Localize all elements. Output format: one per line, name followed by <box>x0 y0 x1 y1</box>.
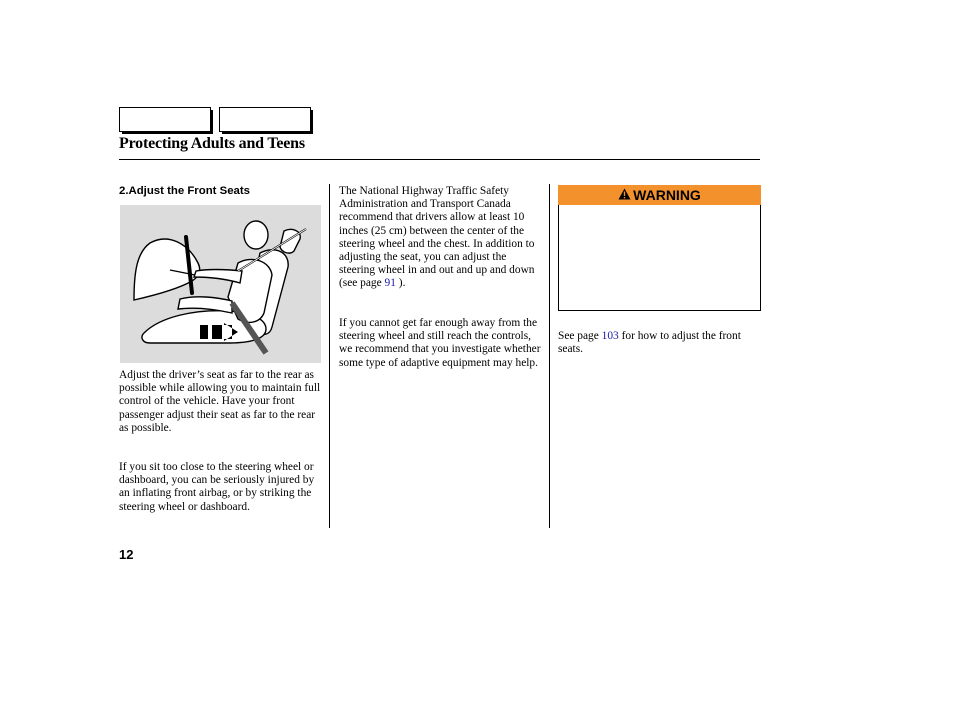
seat-adjust-paragraph: Adjust the driver’s seat as far to the rear as possible while allowing you to maintain full control of the vehicle. Have your front passenger adjust their seat as far to the rear as possible. <box>119 369 321 434</box>
adaptive-equipment-paragraph: If you cannot get far enough away from the steering wheel and still reach the controls, we recommend that you investigate whether some type of adaptive equipment may help. <box>339 317 541 369</box>
page-103-link[interactable]: 103 <box>601 330 619 342</box>
warning-triangle-icon <box>618 187 631 203</box>
column-divider-1 <box>329 184 330 528</box>
nhtsa-paragraph <box>339 185 544 291</box>
warning-header <box>558 185 761 205</box>
seat-heading: 2.Adjust the Front Seats <box>119 185 251 197</box>
page-91-link[interactable]: 91 <box>384 277 396 290</box>
section-tab-2[interactable] <box>219 107 311 132</box>
warning-label: WARNING <box>633 187 701 203</box>
see-text: See page <box>558 330 602 342</box>
driver-seat-illustration <box>120 205 321 363</box>
section-title: Protecting Adults and Teens <box>119 135 305 152</box>
nhtsa-text-end: ). <box>395 277 406 290</box>
airbag-warning-paragraph: If you sit too close to the steering wheel or dashboard, you can be seriously injured by an inflating front airbag, or by striking the steering wheel or dashboard. <box>119 461 315 513</box>
warning-box <box>558 205 761 311</box>
section-tab-1[interactable] <box>119 107 211 132</box>
title-rule <box>119 159 760 160</box>
page-number: 12 <box>119 547 134 562</box>
column-divider-2 <box>549 184 550 528</box>
nhtsa-text: The National Highway Traffic Safety Administration and Transport Canada recommend that drivers allow at least 10 inches (25 cm) between the center of the steering wheel and the chest. In addition to adjusting the seat, you can adjust the steering wheel in and out and up and down (see page <box>339 185 535 290</box>
see-text-end: for how to adjust the front seats. <box>558 330 741 356</box>
see-page-paragraph <box>558 330 758 356</box>
